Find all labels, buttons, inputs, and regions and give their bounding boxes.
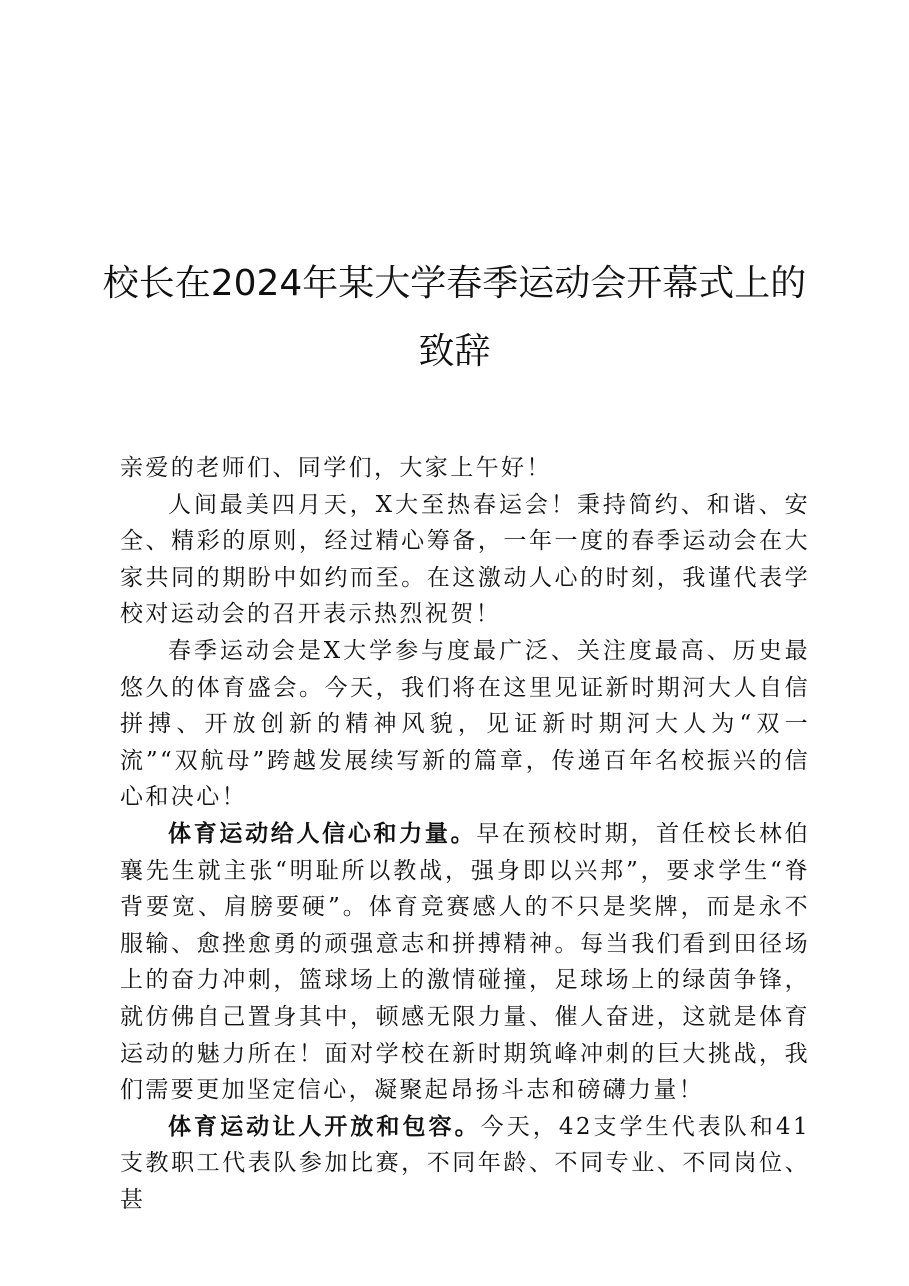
document-title-continued: 致辞: [418, 331, 491, 372]
document-body: [120, 450, 810, 1218]
document-title: 校长在2024年某大学春季运动会开幕式上的: [102, 263, 807, 304]
paragraph-text: 早在预校时期，首任校长林伯襄先生就主张“明耻所以教战，强身即以兴邦”，要求学生“脊背要宽、肩膀要硬”。体育竞赛感人的不只是奖牌，而是永不服输、愈挫愈勇的顽强意志和拼搏精神。每当我们看到田径场上的奋力冲刺，篮球场上的激情碰撞，足球场上的绿茵争锋，就仿佛自己置身其中，顿感无限力量、催人奋进，这就是体育运动的魅力所在！面对学校在新时期筑峰冲刺的巨大挑战，我们需要更加坚定信心，凝聚起昂扬斗志和磅礴力量！: [120, 820, 810, 1104]
greeting: 亲爱的老师们、同学们，大家上午好！: [120, 455, 552, 481]
paragraph-text: 春季运动会是X大学参与度最广泛、关注度最高、历史最悠久的体育盛会。今天，我们将在这里见证新时期河大人自信拼搏、开放创新的精神风貌，见证新时期河大人为“双一流”“双航母”跨越发展续写新的篇章，传递百年名校振兴的信心和决心！: [120, 637, 810, 811]
paragraph-text: 人间最美四月天，X大至热春运会！秉持简约、和谐、安全、精彩的原则，经过精心筹备，一年一度的春季运动会在大家共同的期盼中如约而至。在这激动人心的时刻，我谨代表学校对运动会的召开表示热烈祝贺！: [120, 491, 810, 628]
paragraph-heading: 体育运动让人开放和包容。: [168, 1113, 481, 1140]
paragraph-3: [120, 816, 810, 1109]
paragraph-4: [120, 1109, 810, 1219]
paragraph-text: 今天，42支学生代表队和41支教职工代表队参加比赛，不同年龄、不同专业、不同岗位、甚: [120, 1113, 810, 1213]
paragraph-heading: 体育运动给人信心和力量。: [168, 820, 477, 847]
paragraph-2: [120, 633, 810, 816]
paragraph-1: [120, 487, 810, 633]
